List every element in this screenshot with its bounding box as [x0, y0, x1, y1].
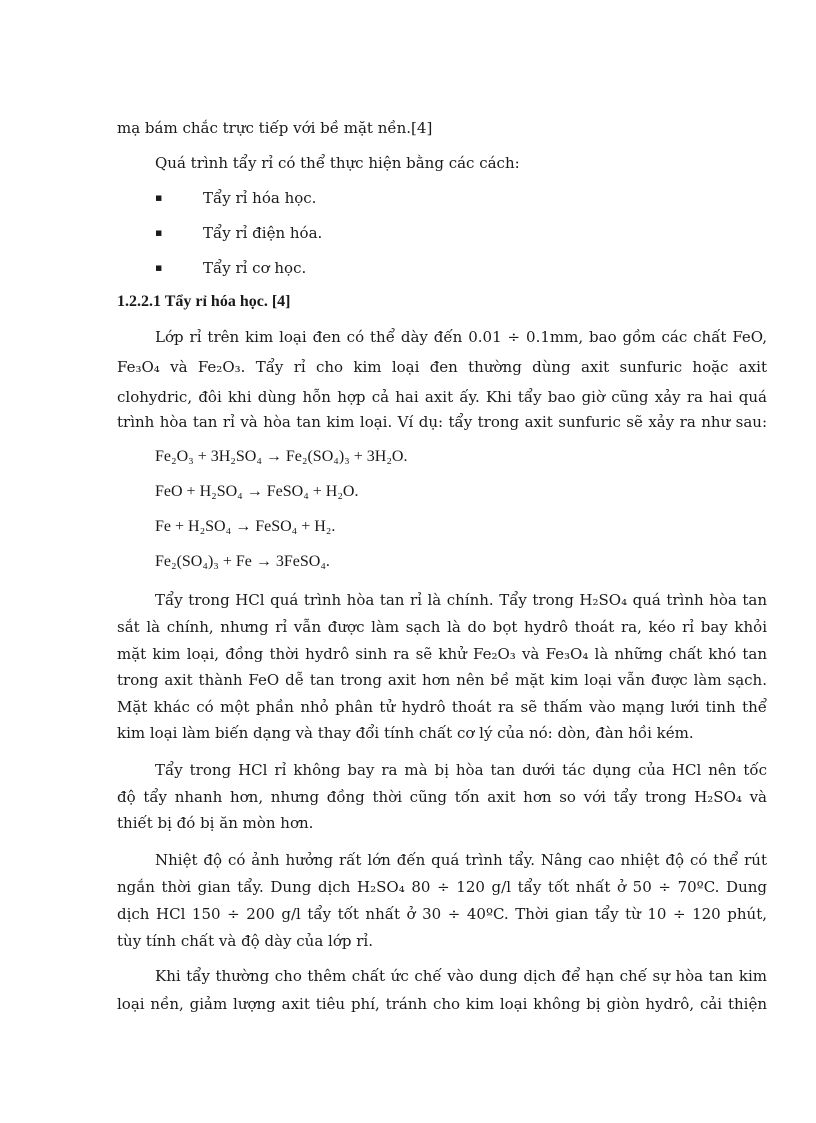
paragraph-line: Tẩy trong HCl quá trình hòa tan rỉ là chính. Tẩy trong H₂SO₄ quá trình hòa tan	[155, 591, 767, 609]
paragraph-line: ngắn thời gian tẩy. Dung dịch H₂SO₄ 80 ÷ 120 g/l tẩy tốt nhất ở 50 ÷ 70ºC. Dung	[117, 878, 767, 896]
equation: Fe₂(SO₄)₃ + Fe → 3FeSO₄.	[155, 553, 330, 570]
paragraph-line: Khi tẩy thường cho thêm chất ức chế vào dung dịch để hạn chế sự hòa tan kim	[155, 967, 767, 985]
equation: Fe₂O₃ + 3H₂SO₄ → Fe₂(SO₄)₃ + 3H₂O.	[155, 448, 408, 465]
intro-line: mạ bám chắc trực tiếp với bề mặt nền.[4]	[117, 119, 433, 137]
paragraph-line: Tẩy trong HCl rỉ không bay ra mà bị hòa tan dưới tác dụng của HCl nên tốc	[155, 761, 767, 779]
paragraph-line: Mặt khác có một phần nhỏ phân tử hydrô thoát ra sẽ thấm vào mạng lưới tinh thể	[117, 698, 767, 716]
paragraph-line: trình hòa tan rỉ và hòa tan kim loại. Ví dụ: tẩy trong axit sunfuric sẽ xảy ra như sau:	[117, 413, 767, 431]
paragraph-line: Fe₃O₄ và Fe₂O₃. Tẩy rỉ cho kim loại đen thường dùng axit sunfuric hoặc axit	[117, 358, 767, 376]
paragraph-line: trong axit thành FeO dễ tan trong axit hơn nên bề mặt kim loại vẫn được làm sạch.	[117, 671, 767, 689]
paragraph-line: loại nền, giảm lượng axit tiêu phí, tránh cho kim loại không bị giòn hydrô, cải thiện	[117, 995, 767, 1013]
paragraph-line: tùy tính chất và độ dày của lớp rỉ.	[117, 932, 373, 950]
method-item: Tẩy rỉ điện hóa.	[203, 224, 323, 242]
paragraph-line: sắt là chính, nhưng rỉ vẫn được làm sạch là do bọt hydrô thoát ra, kéo rỉ bay khỏi	[117, 618, 767, 636]
method-item: Tẩy rỉ cơ học.	[203, 259, 307, 277]
bullet-icon: ▪	[155, 261, 163, 274]
paragraph-line: thiết bị đó bị ăn mòn hơn.	[117, 814, 314, 832]
equation: FeO + H₂SO₄ → FeSO₄ + H₂O.	[155, 483, 359, 500]
paragraph-line: Lớp rỉ trên kim loại đen có thể dày đến 0.01 ÷ 0.1mm, bao gồm các chất FeO,	[155, 328, 767, 346]
bullet-icon: ▪	[155, 191, 163, 204]
paragraph-line: clohydric, đôi khi dùng hỗn hợp cả hai axit ấy. Khi tẩy bao giờ cũng xảy ra hai quá	[117, 388, 767, 406]
method-item: Tẩy rỉ hóa học.	[203, 189, 317, 207]
paragraph-line: kim loại làm biến dạng và thay đổi tính chất cơ lý của nó: dòn, đàn hồi kém.	[117, 724, 694, 742]
paragraph-line: mặt kim loại, đồng thời hydrô sinh ra sẽ khử Fe₂O₃ và Fe₃O₄ là những chất khó tan	[117, 645, 767, 663]
section-heading: 1.2.2.1 Tẩy rỉ hóa học. [4]	[117, 293, 291, 310]
methods-intro: Quá trình tẩy rỉ có thể thực hiện bằng các cách:	[155, 154, 520, 172]
paragraph-line: độ tẩy nhanh hơn, nhưng đồng thời cũng tốn axit hơn so với tẩy trong H₂SO₄ và	[117, 788, 767, 806]
equation: Fe + H₂SO₄ → FeSO₄ + H₂.	[155, 518, 336, 535]
paragraph-line: dịch HCl 150 ÷ 200 g/l tẩy tốt nhất ở 30 ÷ 40ºC. Thời gian tẩy từ 10 ÷ 120 phút,	[117, 905, 767, 923]
paragraph-line: Nhiệt độ có ảnh hưởng rất lớn đến quá trình tẩy. Nâng cao nhiệt độ có thể rút	[155, 851, 767, 869]
bullet-icon: ▪	[155, 226, 163, 239]
